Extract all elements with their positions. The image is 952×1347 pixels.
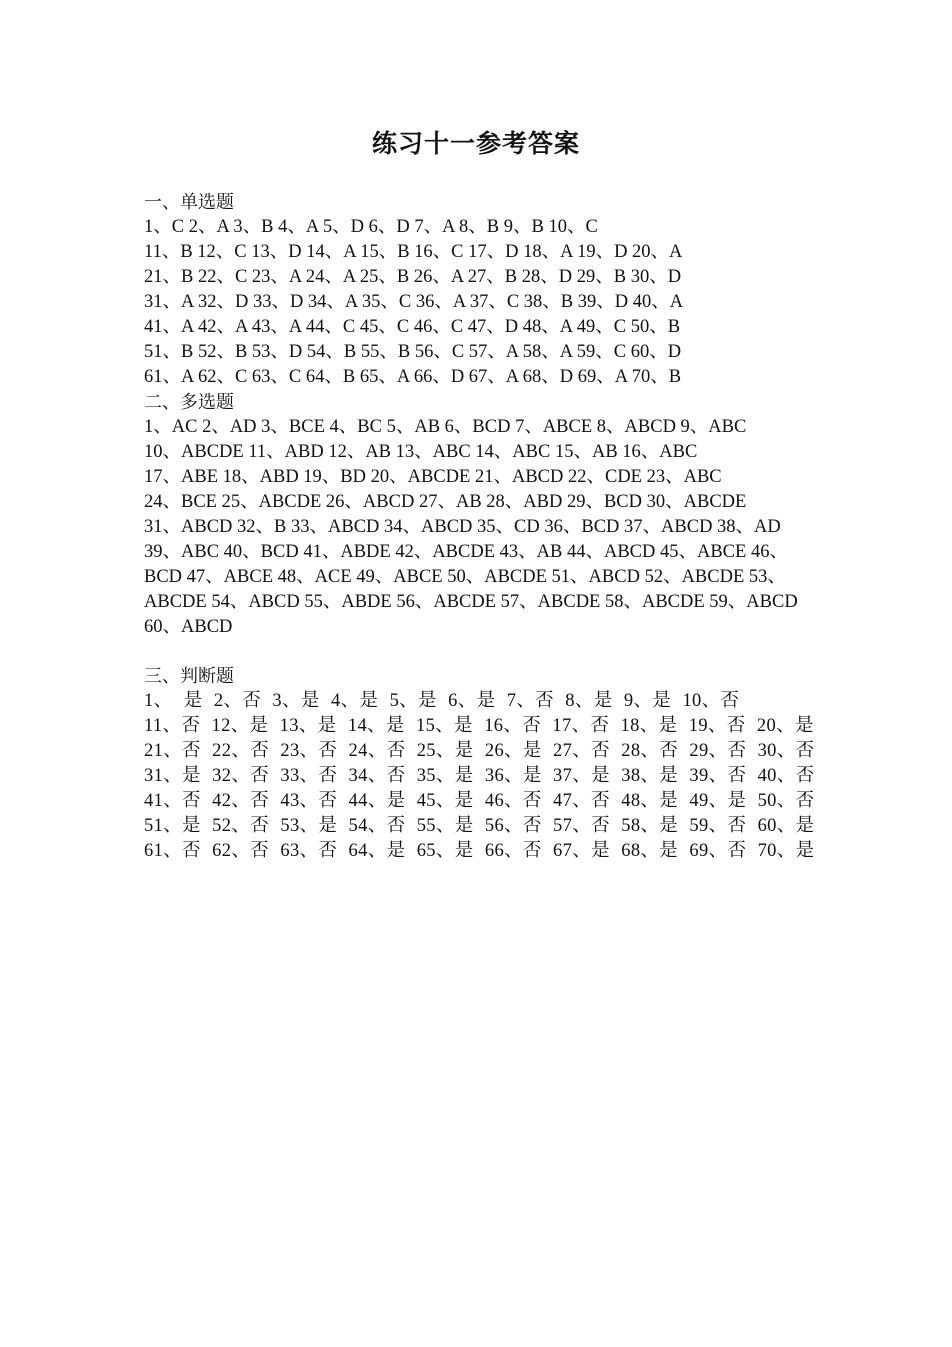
answer-line: 11、否 12、是 13、是 14、是 15、是 16、否 17、否 18、是 19、否 20、是	[144, 716, 814, 736]
multiple-choice-heading: 二、多选题	[144, 392, 234, 413]
answer-line: 1、C 2、A 3、B 4、A 5、D 6、D 7、A 8、B 9、B 10、C	[144, 217, 598, 237]
answer-line: 61、A 62、C 63、C 64、B 65、A 66、D 67、A 68、D 69、A 70、B	[144, 367, 682, 387]
multiple-choice-section	[144, 390, 824, 640]
answer-line: 21、否 22、否 23、否 24、否 25、是 26、是 27、否 28、否 29、否 30、否	[144, 741, 815, 761]
answer-line: 11、B 12、C 13、D 14、A 15、B 16、C 17、D 18、A 19、D 20、A	[144, 242, 683, 262]
single-choice-section	[144, 190, 824, 390]
single-choice-heading: 一、单选题	[144, 192, 234, 213]
answer-line: 17、ABE 18、ABD 19、BD 20、ABCDE 21、ABCD 22、CDE 23、ABC	[144, 467, 722, 487]
answer-line: 10、ABCDE 11、ABD 12、AB 13、ABC 14、ABC 15、AB 16、ABC	[144, 442, 698, 462]
answer-line: 61、否 62、否 63、否 64、是 65、是 66、否 67、是 68、是 69、否 70、是	[144, 841, 815, 861]
answer-line: 51、B 52、B 53、D 54、B 55、B 56、C 57、A 58、A 59、C 60、D	[144, 342, 682, 362]
answer-line: 31、是 32、否 33、否 34、否 35、是 36、是 37、是 38、是 39、否 40、否	[144, 766, 815, 786]
answer-line: 31、ABCD 32、B 33、ABCD 34、ABCD 35、CD 36、BCD 37、ABCD 38、AD	[144, 517, 781, 537]
answer-line: 41、否 42、否 43、否 44、是 45、是 46、否 47、否 48、是 49、是 50、否	[144, 791, 815, 811]
page-title: 练习十一参考答案	[371, 129, 580, 158]
answer-line: 51、是 52、否 53、是 54、否 55、是 56、否 57、否 58、是 59、否 60、是	[144, 816, 815, 836]
judgment-section	[144, 664, 824, 864]
answer-line: 24、BCE 25、ABCDE 26、ABCD 27、AB 28、ABD 29、BCD 30、ABCDE	[144, 492, 747, 512]
answer-line: 39、ABC 40、BCD 41、ABDE 42、ABCDE 43、AB 44、ABCD 45、ABCE 46、	[144, 542, 788, 562]
answer-line: 31、A 32、D 33、D 34、A 35、C 36、A 37、C 38、B 39、D 40、A	[144, 292, 684, 312]
answer-line: 21、B 22、C 23、A 24、A 25、B 26、A 27、B 28、D 29、B 30、D	[144, 267, 682, 287]
answer-line: 1、AC 2、AD 3、BCE 4、BC 5、AB 6、BCD 7、ABCE 8、ABCD 9、ABC	[144, 417, 747, 437]
answer-line: BCD 47、ABCE 48、ACE 49、ABCE 50、ABCDE 51、ABCD 52、ABCDE 53、	[144, 567, 786, 587]
answer-line: 60、ABCD	[144, 617, 233, 637]
judgment-heading: 三、判断题	[144, 666, 234, 687]
answer-line: ABCDE 54、ABCD 55、ABDE 56、ABCDE 57、ABCDE 58、ABCDE 59、ABCD	[144, 592, 798, 612]
answer-line: 1、 是 2、否 3、是 4、是 5、是 6、是 7、否 8、是 9、是 10、否	[144, 691, 740, 711]
answer-line: 41、A 42、A 43、A 44、C 45、C 46、C 47、D 48、A 49、C 50、B	[144, 317, 681, 337]
